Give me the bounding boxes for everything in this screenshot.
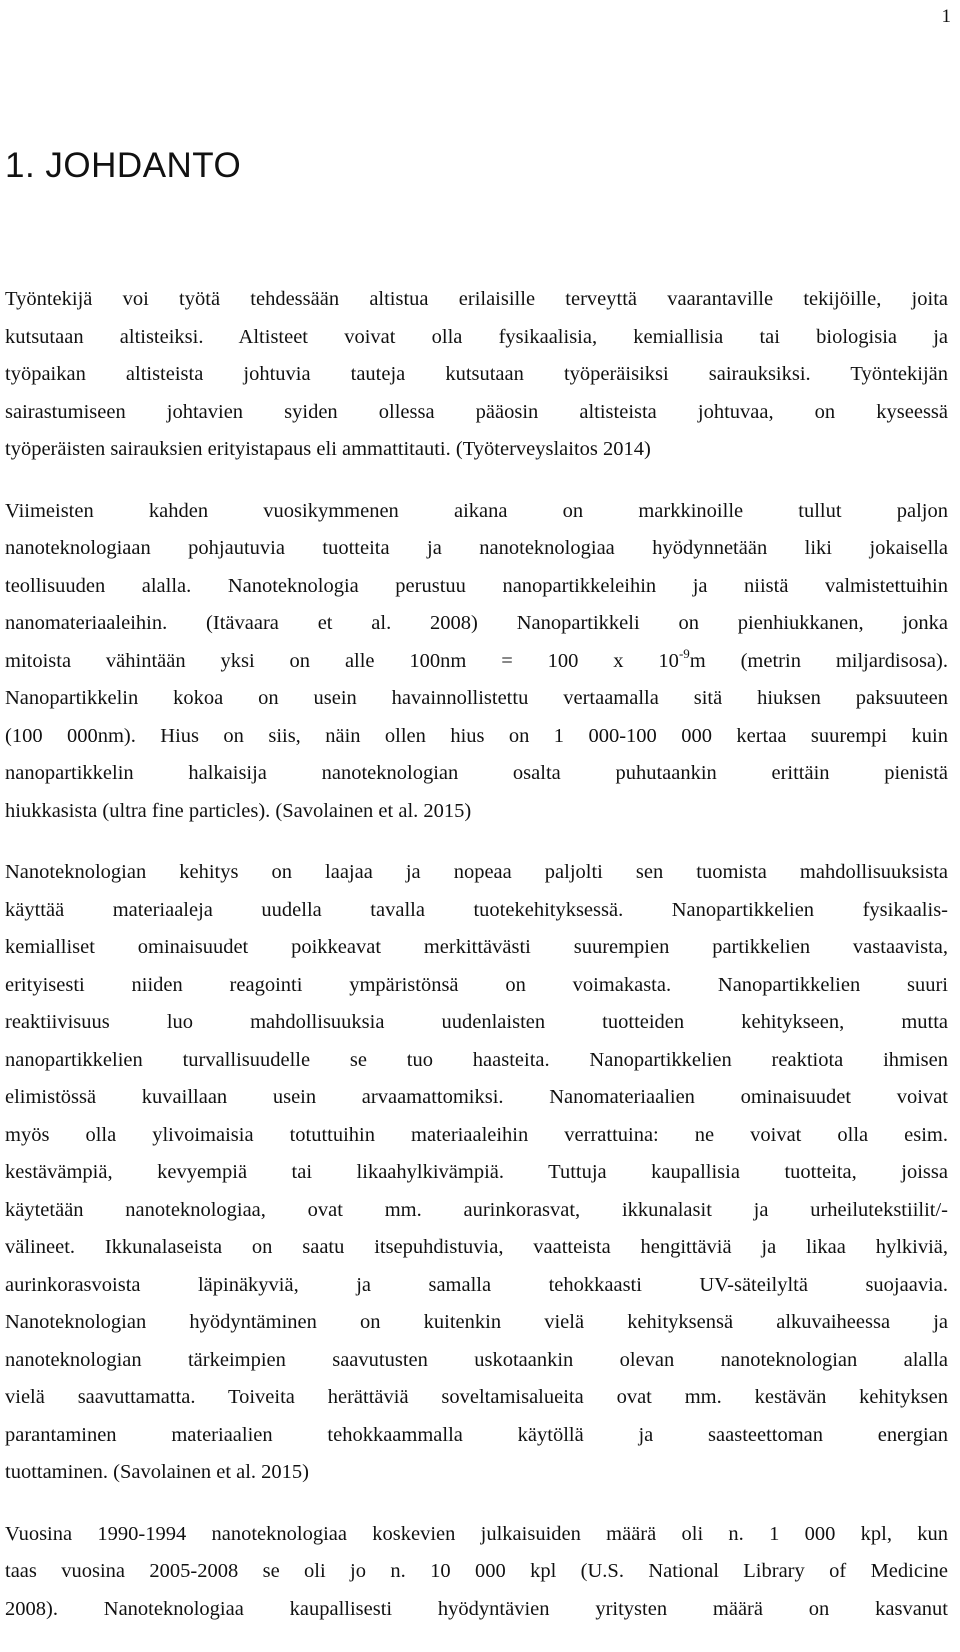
text-line-with-exponent: [5, 643, 948, 681]
text-line: 2008). Nanoteknologiaa kaupallisesti hyödyntävien yritysten määrä on kasvanut: [5, 1597, 948, 1620]
text-line: Nanoteknologian hyödyntäminen on kuitenkin vielä kehityksensä alkuvaiheessa ja: [5, 1311, 948, 1333]
text-line: reaktiivisuus luo mahdollisuuksia uudenlaisten tuotteiden kehitykseen, mutta: [5, 1011, 948, 1033]
text-line: nanopartikkelien turvallisuudelle se tuo haasteita. Nanopartikkelien reaktiota ihmisen: [5, 1048, 948, 1071]
text-line: työperäisten sairauksien erityistapaus eli ammattitauti. (Työterveyslaitos 2014): [5, 438, 651, 460]
text-line: Työntekijä voi työtä tehdessään altistua erilaisille terveyttä vaarantaville tekijöille, joita: [5, 288, 948, 310]
text-line: työpaikan altisteista johtuvia tauteja kutsutaan työperäisiksi sairauksiksi. Työntekijän: [5, 363, 948, 385]
exponent: -9: [678, 645, 690, 661]
text-line: nanomateriaaleihin. (Itävaara et al. 2008) Nanopartikkeli on pienhiukkanen, jonka: [5, 612, 948, 634]
text-line: kutsutaan altisteiksi. Altisteet voivat olla fysikaalisia, kemiallisia tai biologisia ja: [5, 325, 948, 348]
text-segment: mitoista vähintään yksi on alle 100nm = 100 x 10: [5, 649, 679, 672]
page-number: 1: [941, 6, 951, 27]
text-line: vielä saavuttamatta. Toiveita herättäviä soveltamisalueita ovat mm. kestävän kehityksen: [5, 1386, 948, 1408]
text-line: parantaminen materiaalien tehokkaammalla käytöllä ja saasteettoman energian: [5, 1423, 948, 1446]
text-line: kestävämpiä, kevyempiä tai likaahylkivämpiä. Tuttuja kaupallisia tuotteita, joissa: [5, 1161, 948, 1183]
text-line: taas vuosina 2005-2008 se oli jo n. 10 000 kpl (U.S. National Library of Medicine: [5, 1560, 948, 1582]
text-line: hiukkasista (ultra fine particles). (Savolainen et al. 2015): [5, 799, 472, 822]
text-line: käytetään nanoteknologiaa, ovat mm. aurinkorasvat, ikkunalasit ja urheilutekstiilit/-: [5, 1198, 948, 1221]
paragraph-4: [5, 1516, 948, 1629]
text-line: nanopartikkelin halkaisija nanoteknologian osalta puhutaankin erittäin pienistä: [5, 762, 948, 784]
page-title: 1. JOHDANTO: [5, 146, 242, 185]
text-line: erityisesti niiden reagointi ympäristönsä on voimakasta. Nanopartikkelien suuri: [5, 973, 948, 996]
paragraph-2: [5, 493, 948, 831]
text-line: myös olla ylivoimaisia totuttuihin materiaaleihin verrattuina: ne voivat olla esim.: [5, 1123, 948, 1146]
text-line: Vuosina 1990-1994 nanoteknologiaa koskevien julkaisuiden määrä oli n. 1 000 kpl, kun: [5, 1522, 948, 1545]
text-line: nanoteknologian tärkeimpien saavutusten uskotaankin olevan nanoteknologian alalla: [5, 1348, 948, 1371]
text-line: (100 000nm). Hius on siis, näin ollen hius on 1 000-100 000 kertaa suurempi kuin: [5, 724, 948, 747]
text-line: tuottaminen. (Savolainen et al. 2015): [5, 1461, 310, 1483]
text-line: käyttää materiaaleja uudella tavalla tuotekehityksessä. Nanopartikkelien fysikaalis-: [5, 898, 948, 921]
text-line: kemialliset ominaisuudet poikkeavat merkittävästi suurempien partikkelien vastaavista,: [5, 936, 948, 958]
text-line: sairastumiseen johtavien syiden ollessa pääosin altisteista johtuvaa, on kyseessä: [5, 400, 948, 423]
text-line: välineet. Ikkunalaseista on saatu itsepuhdistuvia, vaatteista hengittäviä ja likaa hylkiviä,: [5, 1236, 948, 1258]
text-line: Viimeisten kahden vuosikymmenen aikana on markkinoille tullut paljon: [5, 499, 948, 522]
text-segment: m (metrin miljardisosa).: [689, 649, 948, 672]
text-line: aurinkorasvoista läpinäkyviä, ja samalla tehokkaasti UV-säteilyltä suojaavia.: [5, 1273, 948, 1296]
text-line: nanoteknologiaan pohjautuvia tuotteita ja nanoteknologiaa hyödynnetään liki jokaisella: [5, 537, 948, 559]
text-line: elimistössä kuvaillaan usein arvaamattomiksi. Nanomateriaalien ominaisuudet voivat: [5, 1086, 948, 1108]
paragraph-1: [5, 281, 948, 469]
paragraph-3: [5, 854, 948, 1492]
text-line: teollisuuden alalla. Nanoteknologia perustuu nanopartikkeleihin ja niistä valmistettuihin: [5, 574, 948, 597]
text-line: Nanoteknologian kehitys on laajaa ja nopeaa paljolti sen tuomista mahdollisuuksista: [5, 861, 948, 883]
text-line: Nanopartikkelin kokoa on usein havainnollistettu vertaamalla sitä hiuksen paksuuteen: [5, 687, 948, 709]
body-text: [5, 281, 948, 1652]
